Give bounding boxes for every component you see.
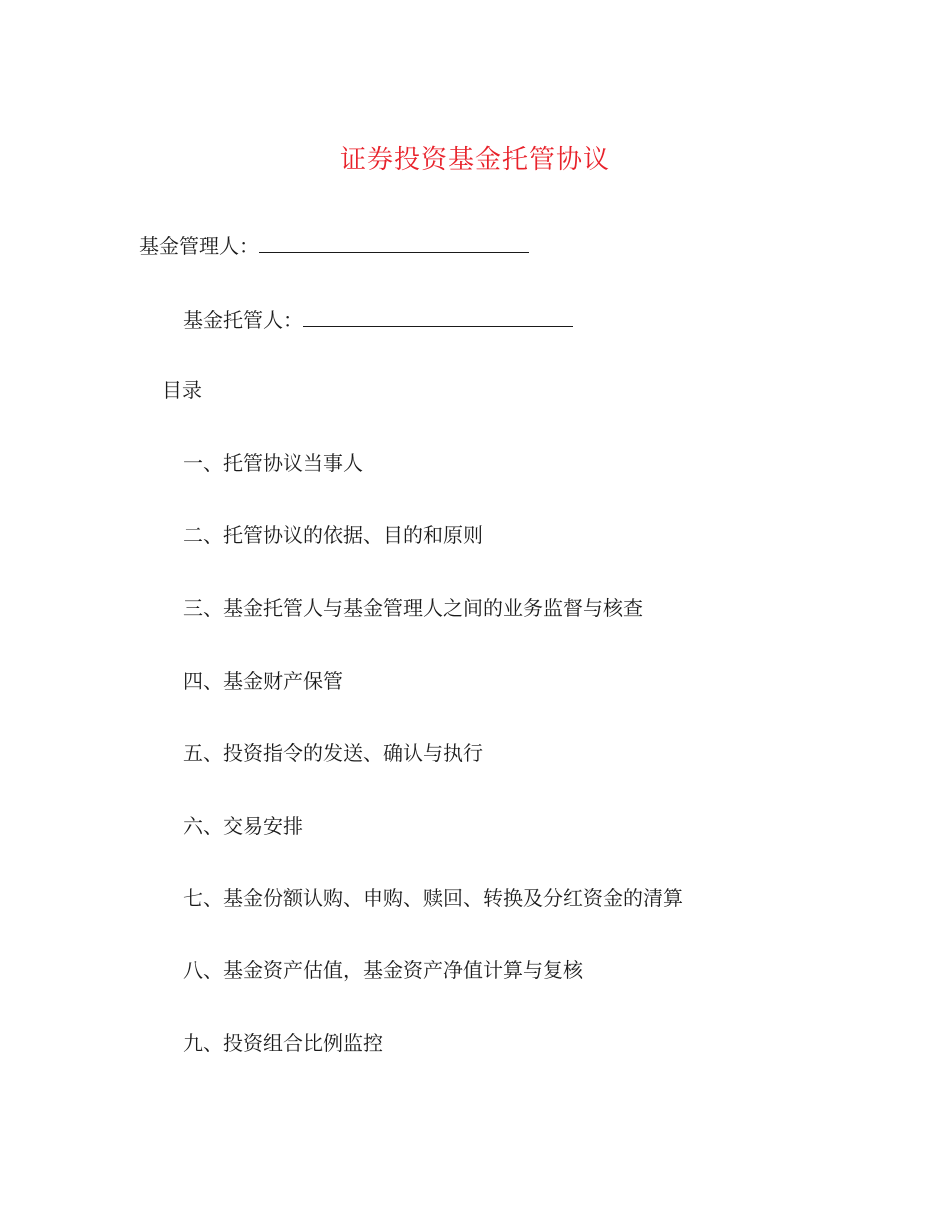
toc-item: 七、基金份额认购、申购、赎回、转换及分红资金的清算 [183,886,683,910]
fund-manager-blank-line [259,234,529,253]
document-title: 证券投资基金托管协议 [339,145,610,175]
fund-custodian-blank-line [303,308,573,327]
fund-manager-field [139,232,529,260]
toc-heading: 目录 [162,378,202,402]
toc-item: 四、基金财产保管 [183,669,343,693]
toc-item: 六、交易安排 [183,814,303,838]
fund-custodian-field [183,306,573,334]
toc-item: 八、基金资产估值，基金资产净值计算与复核 [183,958,583,982]
toc-item: 一、托管协议当事人 [183,451,363,475]
fund-manager-label: 基金管理人： [139,234,259,258]
toc-item: 二、托管协议的依据、目的和原则 [183,523,483,547]
fund-custodian-label: 基金托管人： [183,308,303,332]
toc-item: 九、投资组合比例监控 [183,1031,383,1055]
toc-item: 五、投资指令的发送、确认与执行 [183,741,483,765]
toc-item: 三、基金托管人与基金管理人之间的业务监督与核查 [183,596,643,620]
